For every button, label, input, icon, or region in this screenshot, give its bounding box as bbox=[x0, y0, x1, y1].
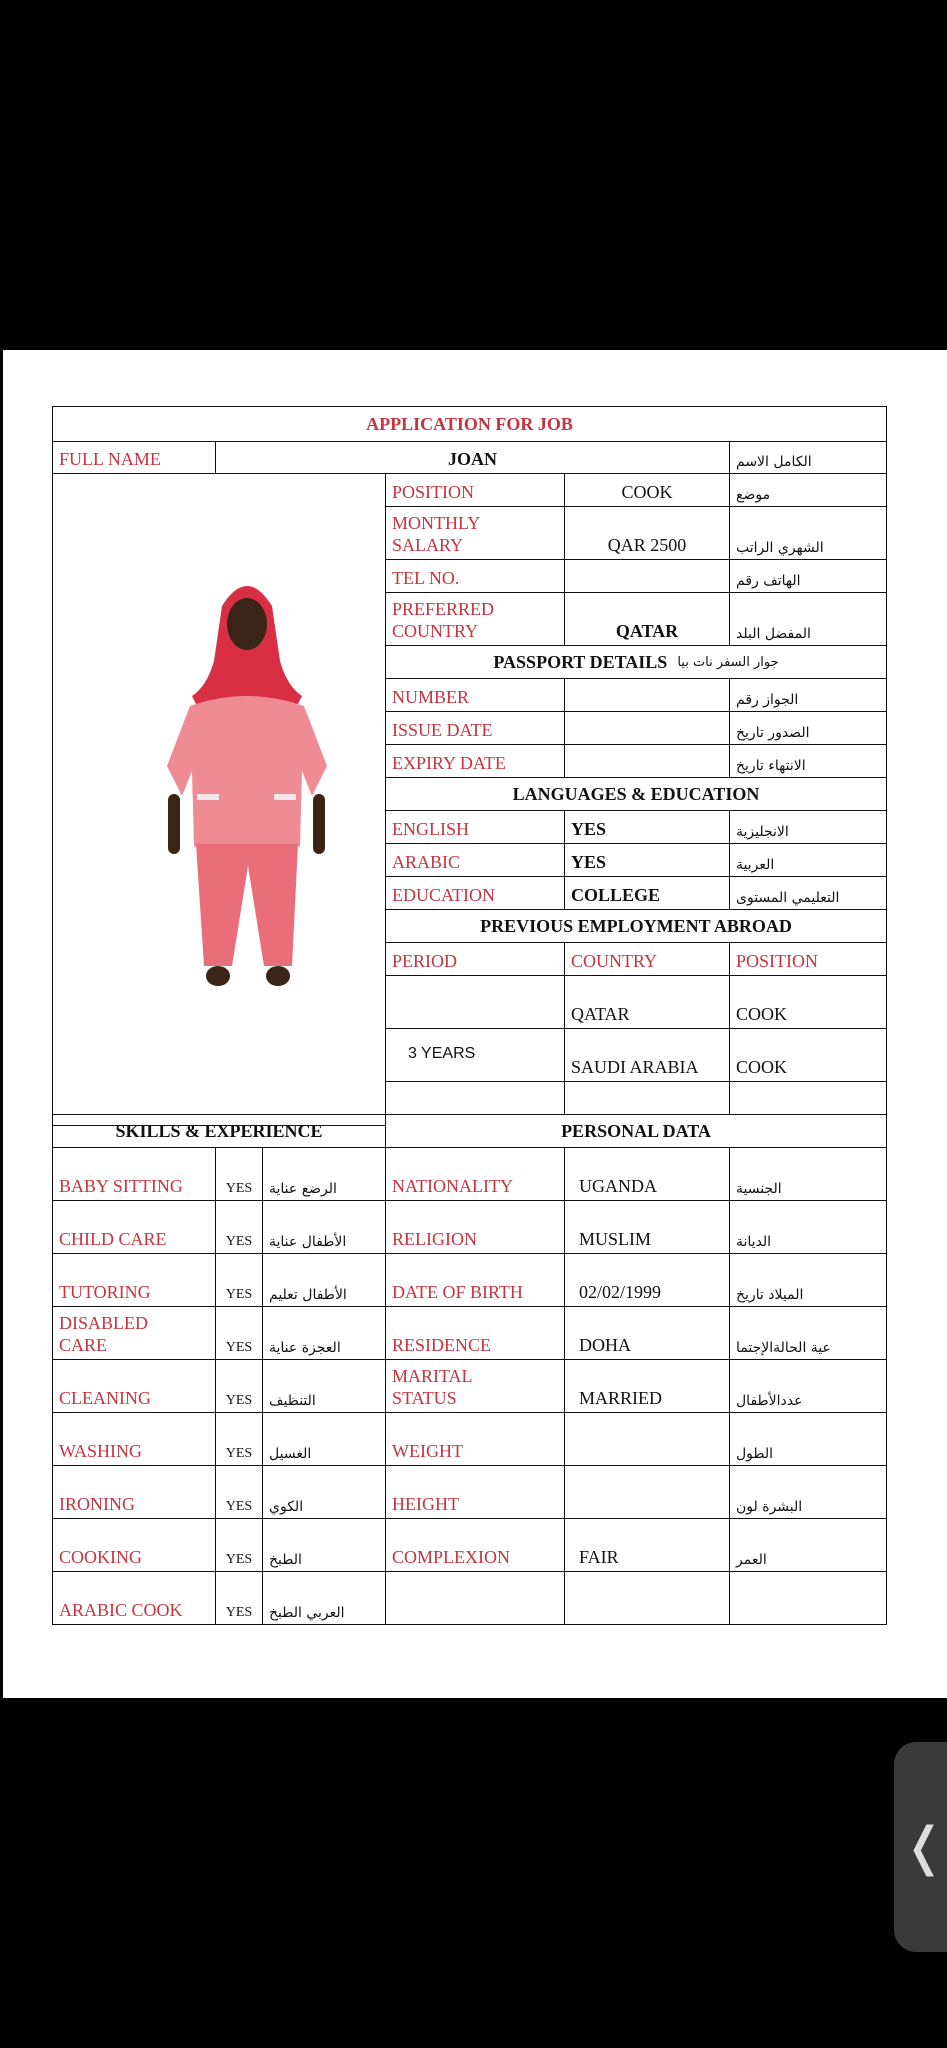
issue-date-label: ISSUE DATE bbox=[385, 711, 565, 745]
personal-header: PERSONAL DATA bbox=[385, 1114, 887, 1148]
english-label: ENGLISH bbox=[385, 810, 565, 844]
personal-label: RELIGION bbox=[385, 1200, 565, 1254]
employment-empty-1 bbox=[385, 1081, 565, 1115]
preferred-country-label bbox=[385, 592, 565, 646]
personal-arabic: عددالأطفال bbox=[729, 1359, 887, 1413]
passport-header-arabic: جوار السفر نات بيا bbox=[677, 654, 779, 670]
skill-label: CHILD CARE bbox=[52, 1200, 216, 1254]
personal-label: WEIGHT bbox=[385, 1412, 565, 1466]
side-tab-glyph: ❬ bbox=[902, 1817, 946, 1877]
english-arabic: الانجليزية bbox=[729, 810, 887, 844]
personal-arabic: الجنسية bbox=[729, 1147, 887, 1201]
preferred-country-arabic: المفضل البلد bbox=[729, 592, 887, 646]
full-name-value: JOAN bbox=[215, 441, 730, 474]
personal-value: UGANDA bbox=[564, 1147, 730, 1201]
issue-date-arabic: الصدور تاريخ bbox=[729, 711, 887, 745]
personal-label bbox=[385, 1359, 565, 1413]
personal-arabic: البشرة لون bbox=[729, 1465, 887, 1519]
personal-arabic: الميلاد تاريخ bbox=[729, 1253, 887, 1307]
personal-value: MUSLIM bbox=[564, 1200, 730, 1254]
skill-label: ARABIC COOK bbox=[52, 1571, 216, 1625]
skill-label: WASHING bbox=[52, 1412, 216, 1466]
education-label: EDUCATION bbox=[385, 876, 565, 910]
skill-label-line2: CARE bbox=[59, 1335, 108, 1355]
personal-label: DATE OF BIRTH bbox=[385, 1253, 565, 1307]
skill-value: YES bbox=[215, 1306, 263, 1360]
passport-header bbox=[385, 645, 887, 679]
expiry-date-value bbox=[564, 744, 730, 778]
skill-label bbox=[52, 1306, 216, 1360]
skill-label: COOKING bbox=[52, 1518, 216, 1572]
arabic-value: YES bbox=[564, 843, 730, 877]
personal-value: DOHA bbox=[564, 1306, 730, 1360]
personal-empty-arabic bbox=[729, 1571, 887, 1625]
personal-arabic: العمر bbox=[729, 1518, 887, 1572]
skill-arabic: الغسيل bbox=[262, 1412, 386, 1466]
job-application-form bbox=[52, 406, 887, 1633]
skills-header: SKILLS & EXPERIENCE bbox=[52, 1114, 386, 1148]
employment-empty-2 bbox=[564, 1081, 730, 1115]
tel-arabic: الهاتف رقم bbox=[729, 559, 887, 593]
skill-arabic: الأطفال عناية bbox=[262, 1200, 386, 1254]
arabic-arabic: العربية bbox=[729, 843, 887, 877]
skill-label: CLEANING bbox=[52, 1359, 216, 1413]
personal-label: HEIGHT bbox=[385, 1465, 565, 1519]
personal-arabic: الديانة bbox=[729, 1200, 887, 1254]
skill-arabic: الطبخ bbox=[262, 1518, 386, 1572]
employment-period-value: 3 YEARS bbox=[385, 1028, 565, 1082]
chevron-left-icon[interactable] bbox=[894, 1742, 947, 1952]
arabic-label: ARABIC bbox=[385, 843, 565, 877]
personal-label: COMPLEXION bbox=[385, 1518, 565, 1572]
preferred-country-line1: PREFERRED bbox=[392, 599, 495, 619]
preferred-country-value: QATAR bbox=[564, 592, 730, 646]
passport-number-value bbox=[564, 678, 730, 712]
skill-arabic: العجزة عناية bbox=[262, 1306, 386, 1360]
passport-number-arabic: الجواز رقم bbox=[729, 678, 887, 712]
personal-label-line2: STATUS bbox=[392, 1388, 457, 1408]
passport-header-text: PASSPORT DETAILS bbox=[493, 651, 668, 672]
skill-value: YES bbox=[215, 1571, 263, 1625]
passport-number-label: NUMBER bbox=[385, 678, 565, 712]
position-column-header: POSITION bbox=[729, 942, 887, 976]
personal-value: MARRIED bbox=[564, 1359, 730, 1413]
personal-value: 02/02/1999 bbox=[564, 1253, 730, 1307]
personal-empty-label bbox=[385, 1571, 565, 1625]
employment-header: PREVIOUS EMPLOYMENT ABROAD bbox=[385, 909, 887, 943]
salary-label-line2: SALARY bbox=[392, 535, 464, 555]
skill-arabic: الكوي bbox=[262, 1465, 386, 1519]
skill-value: YES bbox=[215, 1200, 263, 1254]
personal-value bbox=[564, 1465, 730, 1519]
skill-arabic: الرضع عناية bbox=[262, 1147, 386, 1201]
skill-arabic: الأطفال تعليم bbox=[262, 1253, 386, 1307]
languages-header: LANGUAGES & EDUCATION bbox=[385, 777, 887, 811]
form-title: APPLICATION FOR JOB bbox=[52, 406, 887, 442]
personal-value: FAIR bbox=[564, 1518, 730, 1572]
education-value: COLLEGE bbox=[564, 876, 730, 910]
full-name-arabic: الكامل الاسم bbox=[729, 441, 887, 474]
employment-period-blank bbox=[385, 975, 565, 1029]
tel-label: TEL NO. bbox=[385, 559, 565, 593]
english-value: YES bbox=[564, 810, 730, 844]
expiry-date-arabic: الانتهاء تاريخ bbox=[729, 744, 887, 778]
employment-position-2: COOK bbox=[729, 1028, 887, 1082]
expiry-date-label: EXPIRY DATE bbox=[385, 744, 565, 778]
full-name-label: FULL NAME bbox=[52, 441, 216, 474]
skill-label: BABY SITTING bbox=[52, 1147, 216, 1201]
period-column-header: PERIOD bbox=[385, 942, 565, 976]
skill-value: YES bbox=[215, 1412, 263, 1466]
employment-country-2: SAUDI ARABIA bbox=[564, 1028, 730, 1082]
preferred-country-line2: COUNTRY bbox=[392, 621, 479, 641]
salary-label bbox=[385, 506, 565, 560]
skill-value: YES bbox=[215, 1147, 263, 1201]
position-arabic: موضع bbox=[729, 473, 887, 507]
personal-arabic: الطول bbox=[729, 1412, 887, 1466]
skill-arabic: التنظيف bbox=[262, 1359, 386, 1413]
personal-label-line1: MARITAL bbox=[392, 1366, 473, 1386]
personal-value bbox=[564, 1412, 730, 1466]
personal-arabic: عية الحالةالإجتما bbox=[729, 1306, 887, 1360]
country-column-header: COUNTRY bbox=[564, 942, 730, 976]
skill-value: YES bbox=[215, 1253, 263, 1307]
skill-arabic: العربي الطبخ bbox=[262, 1571, 386, 1625]
skill-value: YES bbox=[215, 1359, 263, 1413]
skill-value: YES bbox=[215, 1518, 263, 1572]
applicant-photo bbox=[152, 566, 342, 1006]
skill-label-line1: DISABLED bbox=[59, 1313, 148, 1333]
employment-empty-3 bbox=[729, 1081, 887, 1115]
personal-label: NATIONALITY bbox=[385, 1147, 565, 1201]
skill-label: TUTORING bbox=[52, 1253, 216, 1307]
issue-date-value bbox=[564, 711, 730, 745]
education-arabic: التعليمي المستوى bbox=[729, 876, 887, 910]
salary-label-line1: MONTHLY bbox=[392, 513, 481, 533]
employment-position-1: COOK bbox=[729, 975, 887, 1029]
salary-value: QAR 2500 bbox=[564, 506, 730, 560]
employment-country-1: QATAR bbox=[564, 975, 730, 1029]
personal-label: RESIDENCE bbox=[385, 1306, 565, 1360]
tel-value bbox=[564, 559, 730, 593]
skill-value: YES bbox=[215, 1465, 263, 1519]
salary-arabic: الشهري الراتب bbox=[729, 506, 887, 560]
skill-label: IRONING bbox=[52, 1465, 216, 1519]
position-label: POSITION bbox=[385, 473, 565, 507]
position-value: COOK bbox=[564, 473, 730, 507]
personal-empty-value bbox=[564, 1571, 730, 1625]
